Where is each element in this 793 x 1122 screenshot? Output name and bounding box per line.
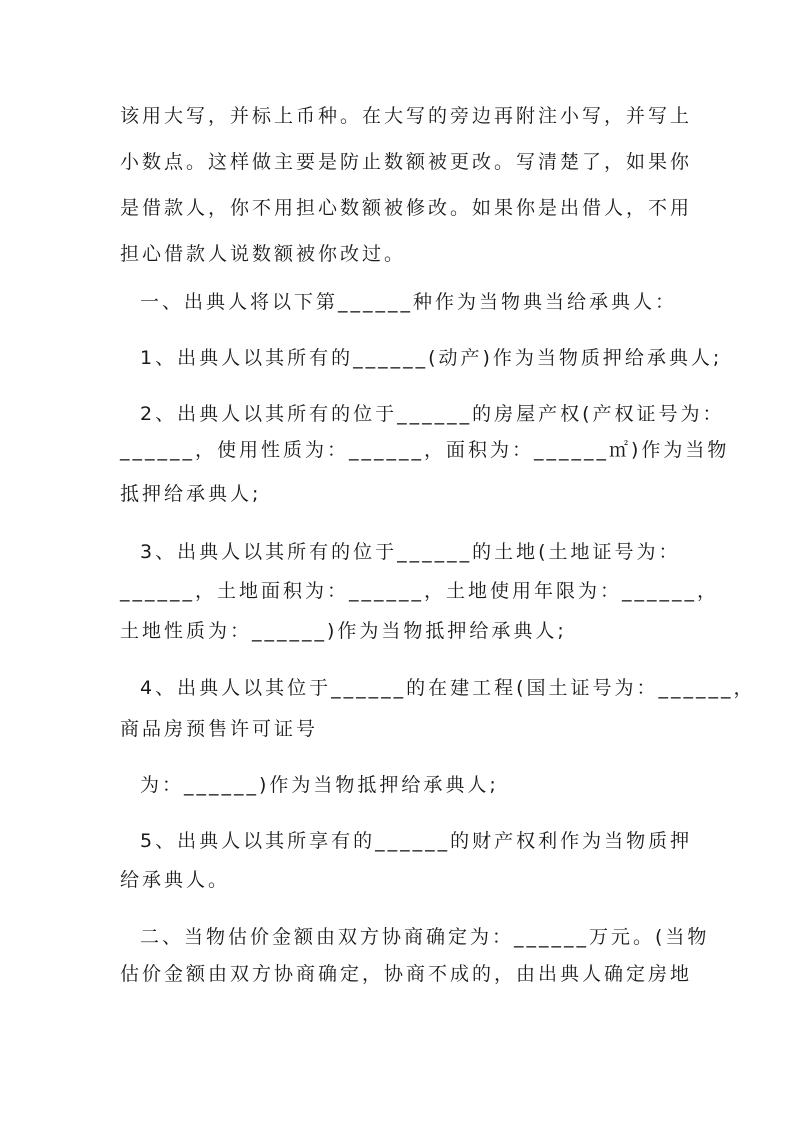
clause-item-4-line-3: 为：______)作为当物抵押给承典人; [140, 774, 499, 796]
clause-item-3-line-3: 土地性质为：______)作为当物抵押给承典人; [120, 620, 567, 642]
paragraph-line: 小数点。这样做主要是防止数额被更改。写清楚了，如果你 [120, 151, 693, 173]
paragraph-line: 是借款人，你不用担心数额被修改。如果你是出借人，不用 [120, 197, 693, 219]
clause-item-2: 2、出典人以其所有的位于______的房屋产权(产权证号为： [140, 403, 725, 425]
clause-item-1: 1、出典人以其所有的______(动产)作为当物质押给承典人; [140, 347, 723, 369]
clause-item-3: 3、出典人以其所有的位于______的土地(土地证号为： [140, 541, 681, 563]
clause-item-2-line-2: ______，使用性质为：______，面积为：______㎡)作为当物 [120, 439, 730, 461]
clause-two-line-2: 估价金额由双方协商确定，协商不成的，由出典人确定房地 [120, 963, 693, 985]
clause-item-5-line-2: 给承典人。 [120, 869, 231, 891]
clause-two-heading: 二、当物估价金额由双方协商确定为：______万元。(当物 [140, 926, 710, 948]
paragraph-line: 担心借款人说数额被你改过。 [120, 243, 407, 265]
clause-item-4-line-2: 商品房预售许可证号 [120, 718, 319, 740]
clause-item-3-line-2: ______，土地面积为：______，土地使用年限为：______， [120, 580, 720, 602]
clause-item-5: 5、出典人以其所享有的______的财产权利作为当物质押 [140, 830, 693, 852]
clause-item-4: 4、出典人以其位于______的在建工程(国土证号为：______， [140, 677, 756, 699]
clause-one-heading: 一、出典人将以下第______种作为当物典当给承典人： [140, 291, 678, 313]
clause-item-2-line-3: 抵押给承典人; [120, 483, 262, 505]
paragraph-line: 该用大写，并标上币种。在大写的旁边再附注小写，并写上 [120, 105, 693, 127]
